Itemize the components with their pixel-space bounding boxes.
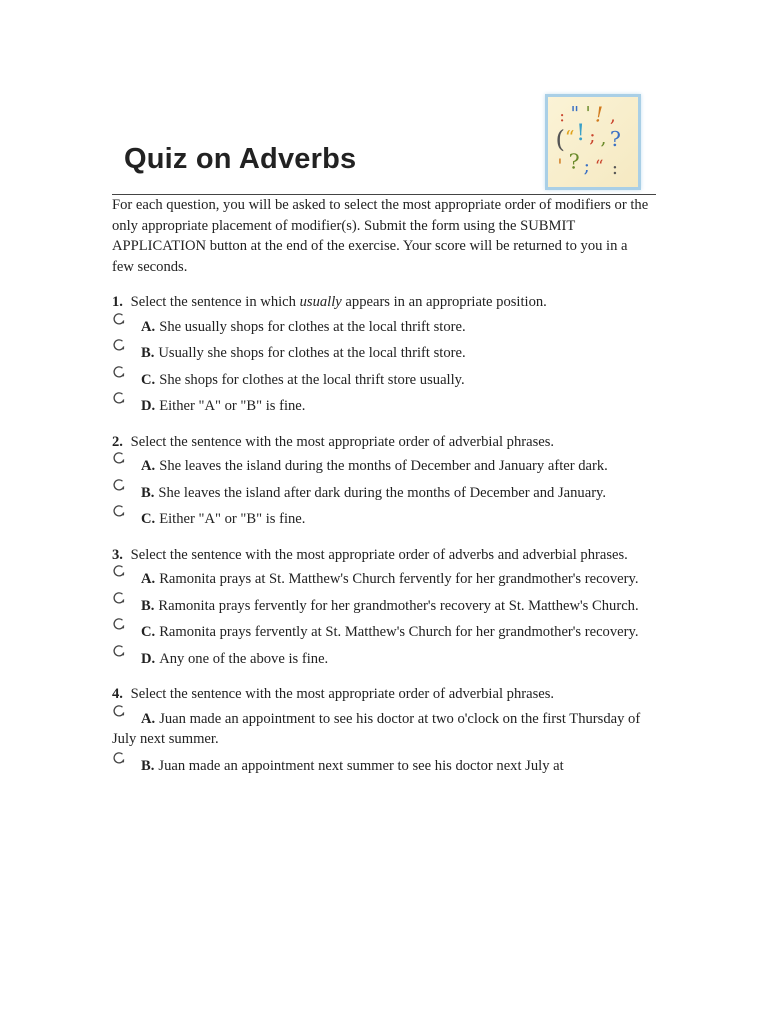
svg-text:,: , — [600, 127, 607, 149]
svg-text:“: “ — [594, 156, 604, 176]
option-text: She usually shops for clothes at the local thrift store. — [159, 318, 466, 335]
svg-text:(: ( — [555, 124, 566, 154]
answer-option-3b[interactable]: B. Ramonita prays fervently for her grandmother's recovery at St. Matthew's Church. — [112, 596, 652, 617]
radio-button[interactable] — [112, 751, 126, 765]
answer-option-1c[interactable]: C. She shops for clothes at the local thrift store usually. — [112, 370, 652, 391]
option-text: Juan made an appointment to see his doctor at two o'clock on the first Thursday of July next summer. — [112, 710, 641, 747]
question-2 — [112, 432, 652, 530]
radio-button[interactable] — [112, 591, 126, 605]
answer-option-2c[interactable]: C. Either "A" or "B" is fine. — [112, 509, 652, 530]
answer-option-2b[interactable]: B. She leaves the island after dark during the months of December and January. — [112, 483, 652, 504]
instructions-text: For each question, you will be asked to select the most appropriate order of modifiers or the only appropriate placement of modifier(s). Submit the form using the SUBMIT APPLICATION button at the end of the exercise. Your score will be returned to you in a few seconds. — [112, 197, 649, 275]
radio-button[interactable] — [112, 391, 126, 405]
svg-text:;: ; — [589, 126, 596, 147]
answer-option-3c[interactable]: C. Ramonita prays fervently at St. Matthew's Church for her grandmother's recovery. — [112, 622, 652, 643]
radio-button[interactable] — [112, 338, 126, 352]
svg-text:?: ? — [568, 149, 580, 174]
option-text: She shops for clothes at the local thrift store usually. — [159, 371, 465, 388]
question-1 — [112, 292, 652, 417]
punctuation-marks-icon — [545, 94, 641, 190]
answer-option-2a[interactable]: A. She leaves the island during the months of December and January after dark. — [112, 456, 652, 477]
radio-button[interactable] — [112, 504, 126, 518]
option-text: Ramonita prays fervently for her grandmother's recovery at St. Matthew's Church. — [158, 597, 639, 614]
svg-text:;: ; — [583, 156, 590, 177]
svg-text:“: “ — [564, 127, 575, 149]
question-prompt: 4. Select the sentence with the most appropriate order of adverbial phrases. — [112, 686, 555, 702]
radio-button[interactable] — [112, 644, 126, 658]
option-text: Ramonita prays at St. Matthew's Church fervently for her grandmother's recovery. — [159, 571, 639, 587]
option-text: She leaves the island during the months of December and January after dark. — [159, 458, 608, 474]
svg-text:,: , — [609, 105, 616, 127]
answer-option-4a[interactable]: A. Juan made an appointment to see his doctor at two o'clock on the first Thursday of July next summer. — [112, 709, 652, 750]
radio-button[interactable] — [112, 704, 126, 718]
svg-text::: : — [611, 157, 619, 179]
radio-button[interactable] — [112, 478, 126, 492]
question-3 — [112, 545, 652, 670]
answer-option-1a[interactable]: A. She usually shops for clothes at the local thrift store. — [112, 317, 652, 338]
radio-button[interactable] — [112, 312, 126, 326]
svg-text::: : — [559, 105, 565, 126]
svg-text:?: ? — [609, 126, 621, 151]
answer-option-3d[interactable]: D. Any one of the above is fine. — [112, 649, 652, 670]
svg-text:!: ! — [594, 102, 604, 127]
radio-button[interactable] — [112, 365, 126, 379]
radio-button[interactable] — [112, 617, 126, 631]
option-text: Juan made an appointment next summer to see his doctor next July at — [158, 757, 564, 774]
question-number: 2. — [112, 433, 123, 450]
option-text: Either "A" or "B" is fine. — [159, 398, 306, 414]
answer-option-1d[interactable]: D. Either "A" or "B" is fine. — [112, 396, 652, 417]
radio-button[interactable] — [112, 564, 126, 578]
option-text: Usually she shops for clothes at the local thrift store. — [158, 345, 466, 361]
svg-text:": " — [570, 103, 580, 125]
page-title: Quiz on Adverbs — [124, 143, 357, 175]
option-text: Any one of the above is fine. — [159, 650, 329, 667]
svg-text:': ' — [585, 103, 591, 125]
svg-text:!: ! — [576, 120, 586, 147]
radio-button[interactable] — [112, 451, 126, 465]
question-number: 4. — [112, 686, 123, 702]
answer-option-4b[interactable]: B. Juan made an appointment next summer to see his doctor next July at — [112, 756, 652, 777]
emphasized-word: usually — [299, 294, 342, 310]
question-prompt: 3. Select the sentence with the most appropriate order of adverbs and adverbial phrases. — [112, 546, 628, 563]
svg-text:': ' — [557, 156, 563, 177]
option-text: She leaves the island after dark during the months of December and January. — [158, 484, 607, 501]
question-4 — [112, 684, 652, 776]
option-text: Either "A" or "B" is fine. — [159, 511, 306, 527]
quiz-content — [112, 195, 652, 782]
question-prompt: 1. Select the sentence in which usually appears in an appropriate position. — [112, 294, 547, 310]
answer-option-3a[interactable]: A. Ramonita prays at St. Matthew's Church fervently for her grandmother's recovery. — [112, 569, 652, 590]
question-prompt: 2. Select the sentence with the most appropriate order of adverbial phrases. — [112, 433, 555, 450]
question-number: 1. — [112, 294, 123, 310]
answer-option-1b[interactable]: B. Usually she shops for clothes at the local thrift store. — [112, 343, 652, 364]
option-text: Ramonita prays fervently at St. Matthew's Church for her grandmother's recovery. — [159, 624, 639, 640]
question-number: 3. — [112, 546, 123, 563]
